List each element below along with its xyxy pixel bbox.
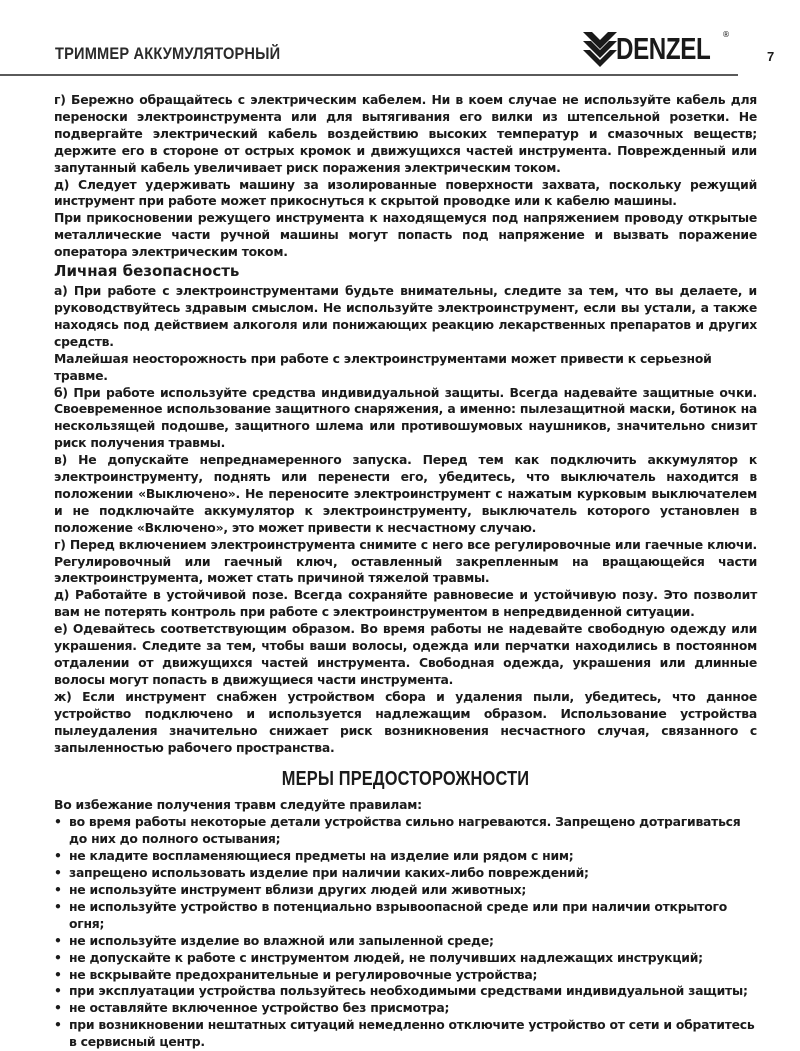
section-heading-personal-safety: Личная безопасность [54, 262, 240, 281]
paragraph: г) Бережно обращайтесь с электрическим кабелем. Ни в коем случае не используйте кабель для переноски электроинструмента или для вытягивания его вилки из штепсельной розетки. Не подвергайте электрический кабель воздействию высоких температур и смазочных веществ; держите его в стороне от острых кромок и движущихся частей инструмента. Поврежденный или запутанный кабель увеличивает риск поражения электрическим током. [54, 92, 757, 175]
bullet-icon: • [54, 1017, 62, 1033]
document-title: ТРИММЕР АККУМУЛЯТОРНЫЙ [55, 44, 281, 63]
brand-chevron-icon [583, 32, 617, 68]
paragraph: б) При работе используйте средства индивидуальной защиты. Всегда надевайте защитные очки. Своевременное использование защитного снаряжения, а именно: пылезащитной маски, ботинок на нескользящей подошве, защитного шлема или противошумовых наушников, значительно снизит риск получения травмы. [54, 384, 757, 451]
bullet-icon: • [54, 881, 62, 897]
section-title-precautions: МЕРЫ ПРЕДОСТОРОЖНОСТИ [281, 768, 530, 791]
list-item: • не допускайте к работе с инструментом людей, не получивших надлежащих инструкций; [54, 949, 703, 965]
paragraph: При прикосновении режущего инструмента к находящемуся под напряжением проводу открытые металлические части ручной машины могут попасть под напряжение и вызвать поражение оператора электрическим током. [54, 210, 757, 260]
page-header [0, 0, 800, 84]
bullet-icon: • [54, 966, 62, 982]
bullet-icon: • [54, 814, 62, 830]
brand-name: DENZEL [616, 31, 711, 66]
list-item: • при эксплуатации устройства пользуйтесь необходимыми средствами индивидуальной защиты; [54, 983, 748, 999]
bullet-icon: • [54, 848, 62, 864]
paragraph: а) При работе с электроинструментами будьте внимательны, следите за тем, что вы делаете, и руководствуйтесь здравым смыслом. Не используйте электроинструмент, если вы устали, а также находясь под действием алкоголя или понижающих реакцию лекарственных препаратов и других средств. [54, 283, 757, 349]
bullet-icon: • [54, 949, 62, 965]
list-item: • не вскрывайте предохранительные и регулировочные устройства; [54, 966, 538, 982]
list-item: • не кладите воспламеняющиеся предметы на изделие или рядом с ним; [54, 848, 574, 864]
bullet-icon: • [54, 865, 62, 881]
header-divider [0, 74, 738, 76]
precautions-intro: Во избежание получения травм следуйте правилам: [54, 797, 422, 813]
brand-logo [583, 30, 733, 70]
paragraph: д) Работайте в устойчивой позе. Всегда сохраняйте равновесие и устойчивую позу. Это позволит вам не потерять контроль при работе с электроинструментом в непредвиденной ситуации. [54, 587, 757, 620]
paragraph: в) Не допускайте непреднамеренного запуска. Перед тем как подключить аккумулятор к электроинструменту, поднять или перенести его, убедитесь, что выключатель находится в положении «Выключено». Не переносите электроинструмент с нажатым курковым выключателем и не подключайте аккумулятор к электроинструменту, выключатель которого установлен в положение «Включено», это может привести к несчастному случаю. [54, 452, 757, 535]
list-item: • не используйте инструмент вблизи других людей или животных; [54, 881, 527, 897]
bullet-icon: • [54, 983, 62, 999]
page-number: 7 [767, 49, 775, 64]
bullet-icon: • [54, 898, 62, 914]
bullet-icon: • [54, 932, 62, 948]
list-item: • запрещено использовать изделие при наличии каких-либо повреждений; [54, 865, 589, 881]
list-item: • не оставляйте включенное устройство без присмотра; [54, 1000, 450, 1016]
list-item: • во время работы некоторые детали устройства сильно нагреваются. Запрещено дотрагиваться до них до полного остывания; [54, 814, 741, 847]
bullet-icon: • [54, 1000, 62, 1016]
page-content [54, 92, 757, 1051]
paragraph: Малейшая неосторожность при работе с электроинструментами может привести к серьезной травме. [54, 350, 712, 383]
paragraph: ж) Если инструмент снабжен устройством сбора и удаления пыли, убедитесь, что данное устройство подключено и используется надлежащим образом. Использование устройства пылеудаления значительно снижает риск возникновения несчастного случая, связанного с запыленностью рабочего пространства. [54, 688, 757, 755]
list-item: • не используйте устройство в потенциально взрывоопасной среде или при наличии открытого огня; [54, 898, 727, 931]
paragraph: д) Следует удерживать машину за изолированные поверхности захвата, поскольку режущий инструмент при работе может прикоснуться к скрытой проводке или к кабелю машины. [54, 176, 757, 209]
registered-mark: ® [722, 30, 730, 39]
paragraph: г) Перед включением электроинструмента снимите с него все регулировочные или гаечные ключи. Регулировочный или гаечный ключ, оставленный закрепленным на вращающейся части электроинструмента, может стать причиной тяжелой травмы. [54, 536, 757, 586]
list-item: • не используйте изделие во влажной или запыленной среде; [54, 932, 494, 948]
paragraph: е) Одевайтесь соответствующим образом. Во время работы не надевайте свободную одежду или украшения. Следите за тем, чтобы ваши волосы, одежда или перчатки находились в постоянном отдалении от движущихся частей инструмента. Свободная одежда, украшения или длинные волосы могут попасть в движущиеся части инструмента. [54, 621, 757, 687]
precautions-list [54, 814, 757, 1051]
list-item: • при возникновении нештатных ситуаций немедленно отключите устройство от сети и обратитесь в сервисный центр. [54, 1017, 755, 1050]
